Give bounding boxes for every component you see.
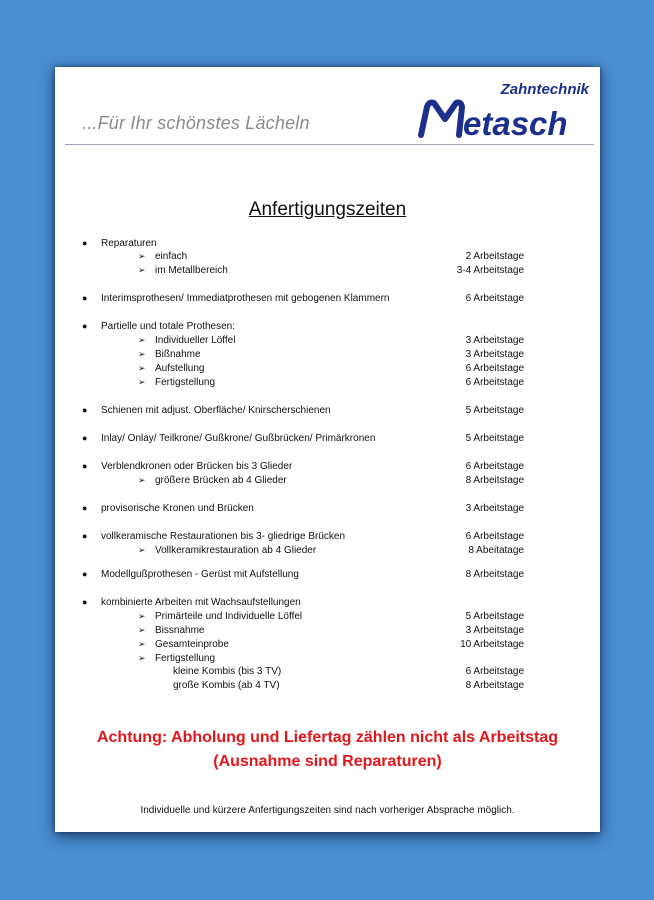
list-item <box>55 652 600 665</box>
item-label: kombinierte Arbeiten mit Wachsaufstellungen <box>101 597 301 608</box>
footer-note: Individuelle und kürzere Anfertigungszeiten sind nach vorheriger Absprache möglich. <box>140 805 515 816</box>
item-label: Primärteile und Individuelle Löffel <box>155 611 303 622</box>
arrow-bullet-icon: ➢ <box>138 377 146 387</box>
item-label: Inlay/ Onlay/ Teilkrone/ Gußkrone/ Gußbrücken/ Primärkronen <box>101 433 376 444</box>
bullet-icon: ● <box>82 238 88 248</box>
item-duration: 5 Arbeitstage <box>465 433 524 444</box>
list-item <box>55 404 600 417</box>
list-item <box>55 292 600 305</box>
item-duration: 3 Arbeitstage <box>465 335 524 346</box>
header-divider <box>65 144 594 145</box>
list-item <box>55 474 600 487</box>
list-item <box>55 530 600 543</box>
item-duration: 6 Arbeitstage <box>465 293 524 304</box>
document-page <box>55 67 600 832</box>
list-item <box>55 348 600 361</box>
item-label: Schienen mit adjust. Oberfläche/ Knirscherschienen <box>101 405 331 416</box>
item-duration: 2 Arbeitstage <box>465 251 524 262</box>
list-item <box>55 568 600 581</box>
item-label: Partielle und totale Prothesen: <box>101 321 235 332</box>
list-item <box>55 638 600 651</box>
list-item <box>55 250 600 263</box>
item-duration: 6 Arbeitstage <box>465 666 524 677</box>
list-item <box>55 320 600 333</box>
item-label: Vollkeramikrestauration ab 4 Glieder <box>155 545 317 556</box>
warning-line-2: (Ausnahme sind Reparaturen) <box>213 753 442 770</box>
logo-subtitle: Zahntechnik <box>500 81 589 98</box>
item-label: größere Brücken ab 4 Glieder <box>155 475 287 486</box>
arrow-bullet-icon: ➢ <box>138 545 146 555</box>
item-label: große Kombis (ab 4 TV) <box>173 680 280 691</box>
item-duration: 8 Arbeitstage <box>465 475 524 486</box>
item-label: Reparaturen <box>101 238 157 249</box>
bullet-icon: ● <box>82 461 88 471</box>
item-duration: 3 Arbeitstage <box>465 625 524 636</box>
bullet-icon: ● <box>82 597 88 607</box>
list-item <box>55 502 600 515</box>
item-label: Individueller Löffel <box>155 335 236 346</box>
arrow-bullet-icon: ➢ <box>138 335 146 345</box>
item-duration: 3 Arbeitstage <box>465 349 524 360</box>
item-label: provisorische Kronen und Brücken <box>101 503 254 514</box>
item-label: Bissnahme <box>155 625 205 636</box>
list-item <box>55 376 600 389</box>
arrow-bullet-icon: ➢ <box>138 265 146 275</box>
arrow-bullet-icon: ➢ <box>138 349 146 359</box>
arrow-bullet-icon: ➢ <box>138 251 146 261</box>
item-duration: 5 Arbeitstage <box>465 611 524 622</box>
item-duration: 8 Arbeitstage <box>465 569 524 580</box>
warning-notice <box>55 726 600 774</box>
list-item <box>55 334 600 347</box>
item-label: kleine Kombis (bis 3 TV) <box>173 666 282 677</box>
item-duration: 10 Arbeitstage <box>460 639 524 650</box>
slogan: ...Für Ihr schönstes Lächeln <box>82 113 310 133</box>
item-label: Interimsprothesen/ Immediatprothesen mit gebogenen Klammern <box>101 293 390 304</box>
bullet-icon: ● <box>82 321 88 331</box>
item-label: Modellgußprothesen - Gerüst mit Aufstellung <box>101 569 299 580</box>
item-label: Fertigstellung <box>155 377 216 388</box>
item-label: einfach <box>155 251 188 262</box>
item-label: Verblendkronen oder Brücken bis 3 Glieder <box>101 461 293 472</box>
item-duration: 5 Arbeitstage <box>465 405 524 416</box>
item-duration: 6 Arbeitstage <box>465 377 524 388</box>
item-duration: 6 Arbeitstage <box>465 531 524 542</box>
list-item <box>55 596 600 609</box>
item-label: im Metallbereich <box>155 265 228 276</box>
item-duration: 8 Abeitatage <box>468 545 524 556</box>
item-label: Fertigstellung <box>155 653 216 664</box>
list-item <box>55 432 600 445</box>
item-duration: 6 Arbeitstage <box>465 363 524 374</box>
item-duration: 8 Arbeitstage <box>465 680 524 691</box>
list-item <box>55 679 600 692</box>
company-logo <box>415 81 593 139</box>
list-item <box>55 624 600 637</box>
bullet-icon: ● <box>82 569 88 579</box>
bullet-icon: ● <box>82 433 88 443</box>
item-label: vollkeramische Restaurationen bis 3- gliedrige Brücken <box>101 531 346 542</box>
logo-m-icon <box>415 97 593 139</box>
item-label: Bißnahme <box>155 349 201 360</box>
list-item <box>55 460 600 473</box>
bullet-icon: ● <box>82 405 88 415</box>
bullet-icon: ● <box>82 531 88 541</box>
list-item <box>55 610 600 623</box>
arrow-bullet-icon: ➢ <box>138 611 146 621</box>
list-item <box>55 237 600 250</box>
list-item <box>55 264 600 277</box>
warning-line-1: Achtung: Abholung und Liefertag zählen nicht als Arbeitstag <box>96 729 559 746</box>
logo-wordmark: etasch <box>463 105 568 139</box>
item-duration: 3 Arbeitstage <box>465 503 524 514</box>
bullet-icon: ● <box>82 503 88 513</box>
list-item <box>55 362 600 375</box>
item-label: Aufstellung <box>155 363 205 374</box>
item-duration: 6 Arbeitstage <box>465 461 524 472</box>
list-item <box>55 544 600 557</box>
arrow-bullet-icon: ➢ <box>138 475 146 485</box>
arrow-bullet-icon: ➢ <box>138 639 146 649</box>
item-duration: 3-4 Arbeitstage <box>456 265 524 276</box>
bullet-icon: ● <box>82 293 88 303</box>
item-label: Gesamteinprobe <box>155 639 229 650</box>
arrow-bullet-icon: ➢ <box>138 363 146 373</box>
page-title: Anfertigungszeiten <box>248 199 407 220</box>
arrow-bullet-icon: ➢ <box>138 625 146 635</box>
arrow-bullet-icon: ➢ <box>138 653 146 663</box>
list-item <box>55 665 600 678</box>
